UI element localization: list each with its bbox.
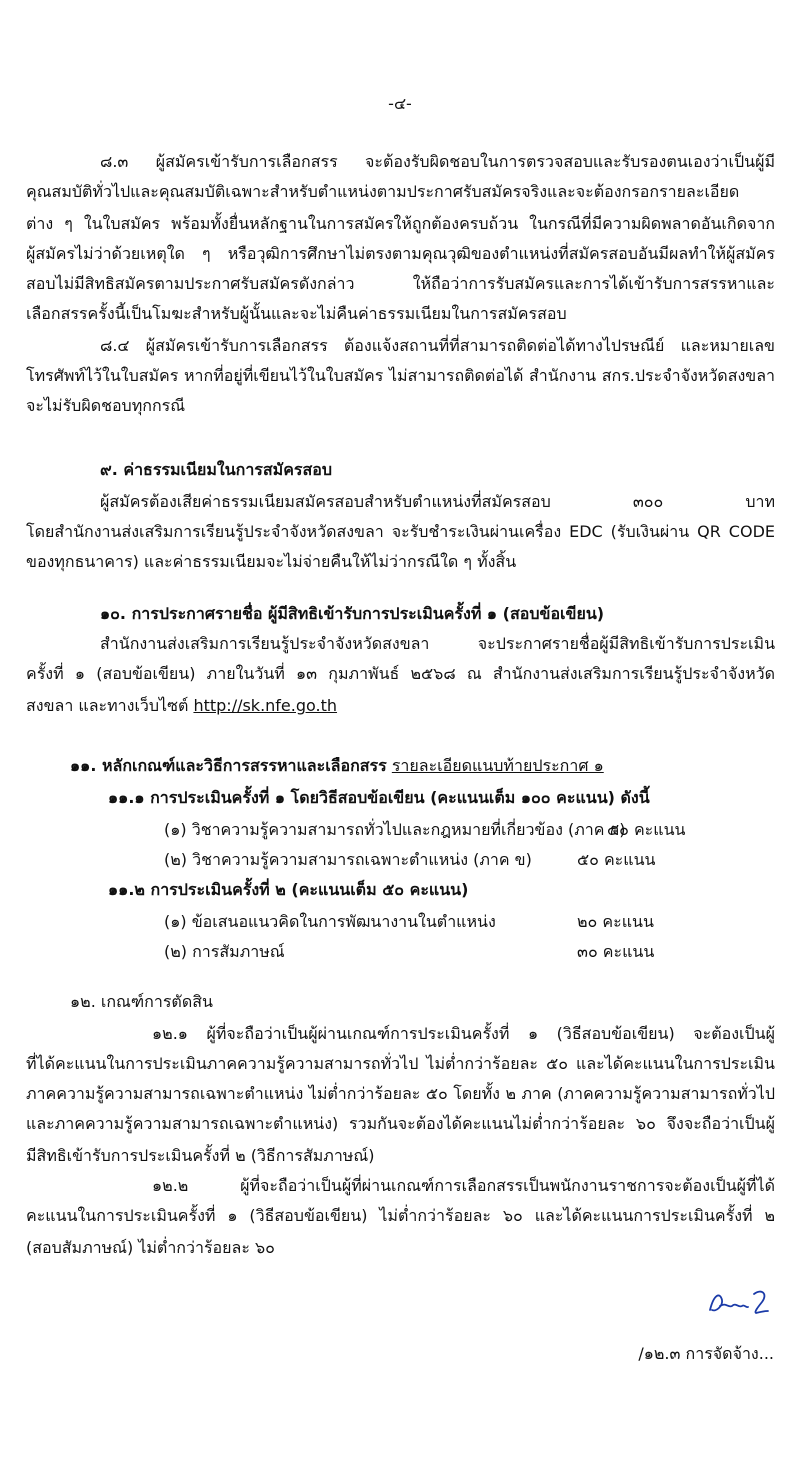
para-8-3-line-1: ๘.๓ ผู้สมัครเข้ารับการเลือกสรร จะต้องรับผิดชอบในการตรวจสอบและรับรองตนเองว่าเป็นผู้มี [100,152,775,171]
section-11-2-item-1-score: ๒๐ คะแนน [577,912,654,931]
section-12-2-line-3: (สอบสัมภาษณ์) ไม่ต่ำกว่าร้อยละ ๖๐ [26,1238,275,1257]
section-9-line-2: โดยสำนักงานส่งเสริมการเรียนรู้ประจำจังหวัดสงขลา จะรับชำระเงินผ่านเครื่อง EDC (รับเงินผ่าน QR CODE [26,522,775,541]
section-10-line-2: ครั้งที่ ๑ (สอบข้อเขียน) ภายในวันที่ ๑๓ กุมภาพันธ์ ๒๕๖๘ ณ สำนักงานส่งเสริมการเรียนรู้ประจำจังหวัด [26,664,775,683]
section-12-2-line-1: ๑๒.๒ ผู้ที่จะถือว่าเป็นผู้ที่ผ่านเกณฑ์การเลือกสรรเป็นพนักงานราชการจะต้องเป็นผู้ที่ได้ [152,1176,775,1195]
section-11-2-heading: ๑๑.๒ การประเมินครั้งที่ ๒ (คะแนนเต็ม ๕๐ คะแนน) [108,880,469,899]
section-12-1-line-3: ภาคความรู้ความสามารถเฉพาะตำแหน่ง ไม่ต่ำกว่าร้อยละ ๕๐ โดยทั้ง ๒ ภาค (ภาคความรู้ความสามารถทั่วไป [26,1084,775,1103]
section-9-line-1: ผู้สมัครต้องเสียค่าธรรมเนียมสมัครสอบสำหรับตำแหน่งที่สมัครสอบ ๓๐๐ บาท [100,492,775,511]
section-11-1-item-1-score: ๕๐ คะแนน [607,820,686,839]
section-10-line-3-text: สงขลา และทางเว็บไซต์ [26,696,189,715]
para-8-3-line-4: ผู้สมัครไม่ว่าด้วยเหตุใด ๆ หรือวุฒิการศึกษาไม่ตรงตามคุณวุฒิของตำแหน่งที่สมัครสอบอันมีผลทำให้ผู้สมัคร [26,244,775,263]
section-11-heading [70,754,604,778]
section-11-1-item-1: (๑) วิชาความรู้ความสามารถทั่วไปและกฎหมายที่เกี่ยวข้อง (ภาค ก) [164,820,626,839]
section-11-1-item-2: (๒) วิชาความรู้ความสามารถเฉพาะตำแหน่ง (ภาค ข) [164,850,532,869]
section-11-2-item-2-score: ๓๐ คะแนน [577,942,655,961]
section-9-heading: ๙. ค่าธรรมเนียมในการสมัครสอบ [100,460,333,479]
section-11-1-item-2-score: ๕๐ คะแนน [577,850,656,869]
para-8-3-line-3: ต่าง ๆ ในใบสมัคร พร้อมทั้งยื่นหลักฐานในการสมัครให้ถูกต้องครบถ้วน ในกรณีที่มีความผิดพลาดอันเกิดจาก [26,214,775,233]
section-12-heading: ๑๒. เกณฑ์การตัดสิน [70,992,213,1011]
para-8-4-line-2: โทรศัพท์ไว้ในใบสมัคร หากที่อยู่ที่เขียนไว้ในใบสมัคร ไม่สามารถติดต่อได้ สำนักงาน สกร.ประจำจังหวัดสงขลา [26,366,775,385]
section-12-1-line-2: ที่ได้คะแนนในการประเมินภาคความรู้ความสามารถทั่วไป ไม่ต่ำกว่าร้อยละ ๕๐ และได้คะแนนในการประเมิน [26,1054,775,1073]
page-number: -๔- [388,94,412,113]
section-10-heading: ๑๐. การประกาศรายชื่อ ผู้มีสิทธิเข้ารับการประเมินครั้งที่ ๑ (สอบข้อเขียน) [100,604,605,623]
section-12-1-line-1: ๑๒.๑ ผู้ที่จะถือว่าเป็นผู้ผ่านเกณฑ์การประเมินครั้งที่ ๑ (วิธีสอบข้อเขียน) จะต้องเป็นผู้ [152,1024,775,1043]
para-8-4-line-1: ๘.๔ ผู้สมัครเข้ารับการเลือกสรร ต้องแจ้งสถานที่ที่สามารถติดต่อได้ทางไปรษณีย์ และหมายเลข [100,336,775,355]
continuation-note: /๑๒.๓ การจัดจ้าง... [638,1344,774,1363]
para-8-3-line-2: คุณสมบัติทั่วไปและคุณสมบัติเฉพาะสำหรับตำแหน่งตามประกาศรับสมัครจริงและจะต้องกรอกรายละเอียด [26,182,740,201]
section-12-1-line-5: มีสิทธิเข้ารับการประเมินครั้งที่ ๒ (วิธีการสัมภาษณ์) [26,1146,375,1165]
section-11-2-item-1: (๑) ข้อเสนอแนวคิดในการพัฒนางานในตำแหน่ง [164,912,496,931]
para-8-3-line-5: สอบไม่มีสิทธิสมัครตามประกาศรับสมัครดังกล่าว ให้ถือว่าการรับสมัครและการได้เข้ารับการสรรหาและ [26,274,775,293]
section-11-title: ๑๑. หลักเกณฑ์และวิธีการสรรหาและเลือกสรร [70,756,387,775]
section-12-1-line-4: และภาคความรู้ความสามารถเฉพาะตำแหน่ง) รวมกันจะต้องได้คะแนนไม่ต่ำกว่าร้อยละ ๖๐ จึงจะถือว่าเป็นผู้ [26,1114,775,1133]
section-12-2-line-2: คะแนนในการประเมินครั้งที่ ๑ (วิธีสอบข้อเขียน) ไม่ต่ำกว่าร้อยละ ๖๐ และได้คะแนนการประเมินครั้งที่ ๒ [26,1206,775,1225]
section-10-line-3 [26,694,337,718]
para-8-3-line-6: เลือกสรรครั้งนี้เป็นโมฆะสำหรับผู้นั้นและจะไม่คืนค่าธรรมเนียมในการสมัครสอบ [26,304,567,323]
section-11-2-item-2: (๒) การสัมภาษณ์ [164,942,285,961]
section-10-line-1: สำนักงานส่งเสริมการเรียนรู้ประจำจังหวัดสงขลา จะประกาศรายชื่อผู้มีสิทธิเข้ารับการประเมิน [100,634,775,653]
section-11-annex-link: รายละเอียดแนบท้ายประกาศ ๑ [391,756,604,775]
para-8-4-line-3: จะไม่รับผิดชอบทุกกรณี [26,396,186,415]
website-link[interactable]: http://sk.nfe.go.th [193,696,338,715]
section-11-1-heading: ๑๑.๑ การประเมินครั้งที่ ๑ โดยวิธีสอบข้อเขียน (คะแนนเต็ม ๑๐๐ คะแนน) ดังนี้ [108,788,650,807]
handwritten-signature [706,1286,772,1320]
section-9-line-3: ของทุกธนาคาร) และค่าธรรมเนียมจะไม่จ่ายคืนให้ไม่ว่ากรณีใด ๆ ทั้งสิ้น [26,552,517,571]
